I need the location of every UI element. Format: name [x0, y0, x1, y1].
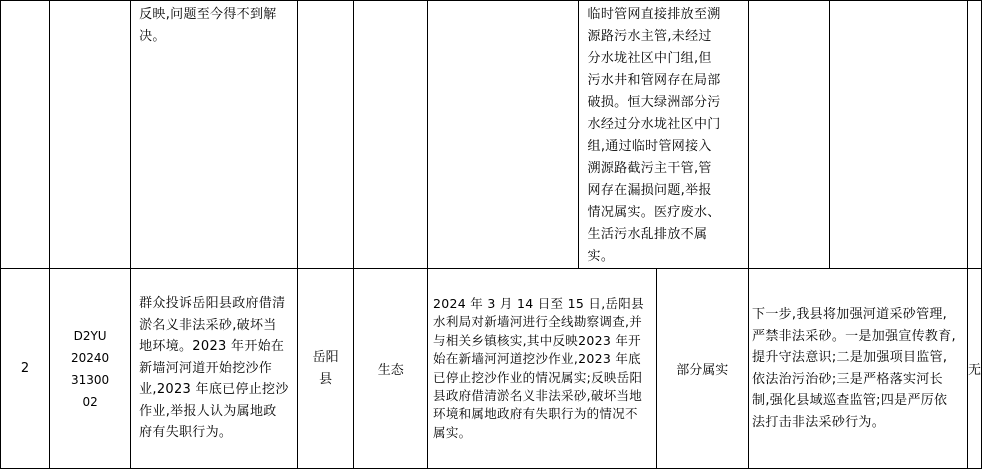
row-number — [1, 1, 50, 269]
case-id — [50, 269, 131, 469]
result: 部分属实 — [656, 269, 749, 469]
row-number: 2 — [1, 269, 50, 469]
measures-text — [829, 1, 967, 269]
case-id-line: D2YU — [73, 328, 107, 343]
accountability — [967, 1, 981, 269]
category: 生态 — [354, 269, 428, 469]
case-id-line: 02 — [82, 394, 98, 409]
blank-cell — [428, 1, 579, 269]
result — [749, 1, 829, 269]
case-id-line: 31300 — [71, 372, 110, 387]
county: 岳阳县 — [297, 269, 354, 469]
case-id-line: 20240 — [71, 350, 110, 365]
county — [297, 1, 354, 269]
accountability: 无 — [967, 269, 981, 469]
category — [354, 1, 428, 269]
verification-text: 2024 年 3 月 14 日至 15 日,岳阳县水利局对新墙河进行全线勘察调查,并与相关乡镇核实,其中反映2023 年开始在新墙河河道挖沙作业,2023 年底已停止挖沙作业的情况属实;反映岳阳县政府借清淤名义非法采砂,破坏当地环境和属地政府有失职行为的情况不属实。 — [428, 269, 656, 469]
table-row — [1, 269, 982, 469]
case-id — [50, 1, 131, 269]
complaint-text: 群众投诉岳阳县政府借清淤名义非法采砂,破坏当地环境。2023 年开始在新墙河河道开始挖沙作业,2023 年底已停止挖沙作业,举报人认为属地政府有失职行为。 — [131, 269, 298, 469]
complaint-text: 反映,问题至今得不到解决。 — [131, 1, 298, 269]
measures-text: 下一步,我县将加强河道采砂管理,严禁非法采砂。一是加强宣传教育,提升守法意识;二是加强项目监管,依法治污治砂;三是严格落实河长制,强化县域巡查监管;四是严厉依法打击非法采砂行为。 — [749, 269, 968, 469]
table-row — [1, 1, 982, 269]
verification-text: 临时管网直接排放至溯源路污水主管,未经过分水垅社区中门组,但污水井和管网存在局部破损。恒大绿洲部分污水经过分水垅社区中门组,通过临时管网接入溯源路截污主干管,管网存在漏损问题,举报情况属实。医疗废水、生活污水乱排放不属实。 — [578, 1, 748, 269]
